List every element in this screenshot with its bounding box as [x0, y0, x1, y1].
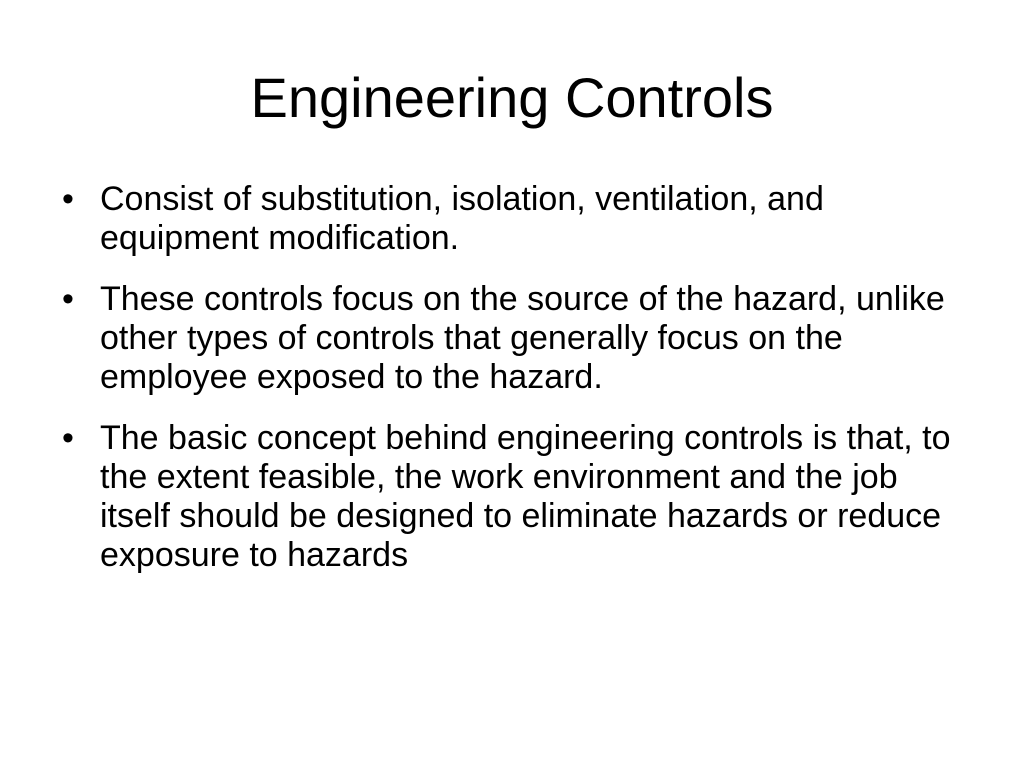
bullet-marker: •	[62, 280, 74, 318]
bullet-list	[58, 180, 958, 597]
bullet-marker: •	[62, 180, 74, 218]
bullet-item	[58, 280, 958, 397]
bullet-item	[58, 180, 958, 258]
bullet-item	[58, 419, 958, 575]
bullet-marker: •	[62, 419, 74, 457]
bullet-text: Consist of substitution, isolation, ventilation, and equipment modification.	[100, 180, 824, 257]
bullet-text: The basic concept behind engineering controls is that, to the extent feasible, the work environment and the job itself should be designed to eliminate hazards or reduce exposure to hazards	[100, 419, 951, 574]
bullet-text: These controls focus on the source of the hazard, unlike other types of controls that generally focus on the employee exposed to the hazard.	[100, 280, 945, 396]
slide-title: Engineering Controls	[250, 66, 774, 129]
